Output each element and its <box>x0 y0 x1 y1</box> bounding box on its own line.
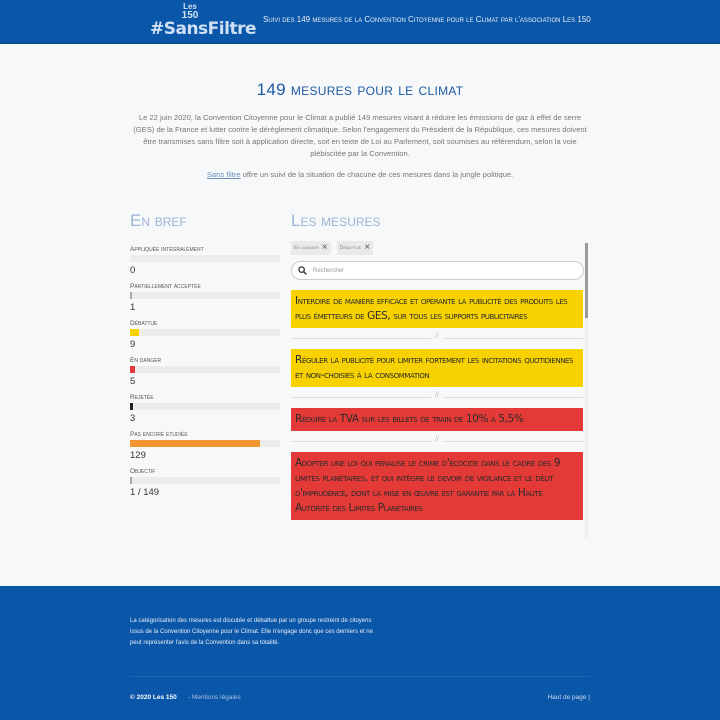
stat-label: Objectif <box>130 468 156 475</box>
stat-item <box>130 320 280 357</box>
logo-line: 150 <box>181 10 199 21</box>
tagline: Suivi des 149 mesures de la Convention Citoyenne pour le Climat par l'association Les 150 <box>263 15 591 24</box>
stat-label: Appliquée intégralement <box>130 246 204 253</box>
measure-item[interactable]: Adopter une loi qui pénalise le crime d'écocide dans le cadre des 9 limites planétaires, et qui intègre le devoir de vigilance et le délit d'imprudence, dont la mise en œuvre est garantie par la Haute Autorité des Limites Planétaires <box>291 452 583 520</box>
intro-line <box>128 170 592 179</box>
stat-item <box>130 468 280 505</box>
stat-label: Débattue <box>130 320 158 327</box>
search-icon <box>298 266 307 275</box>
measures-title: Les mesures <box>291 211 381 230</box>
stat-value: 129 <box>130 450 146 461</box>
scrollbar[interactable] <box>585 243 588 538</box>
filter-chip[interactable] <box>337 241 374 255</box>
stat-bar-fill <box>130 329 139 336</box>
measures-list <box>291 290 590 520</box>
stat-value: 9 <box>130 339 136 350</box>
stat-bar <box>130 292 280 299</box>
stat-value: 1 / 149 <box>130 487 160 498</box>
legal-link[interactable]: - Mentions légales <box>188 694 241 701</box>
stats-list <box>130 246 280 505</box>
stat-item <box>130 357 280 394</box>
measure-item[interactable]: Réduire la TVA sur les billets de train de 10% à 5,5% <box>291 408 583 431</box>
stat-bar <box>130 329 280 336</box>
intro-text: Le 22 juin 2020, la Convention Citoyenne pour le Climat a publié 149 mesures visant à réduire les émissions de gaz à effet de serre (GES) de la France et lutter contre le dérèglement climatique. Selon l'engagement du Président de la République, ces mesures doivent être transmises sans filtre soit à application directe, soit en texte de Loi au Parlement, soit soumises au référendum, selon la voie plébiscitée par la Convention. <box>133 113 587 158</box>
stat-label: En danger <box>130 357 162 364</box>
separator-mark: // <box>431 392 443 399</box>
header <box>0 0 720 44</box>
stat-item <box>130 431 280 468</box>
stat-bar <box>130 366 280 373</box>
stat-value: 1 <box>130 302 136 313</box>
separator-mark: // <box>431 333 443 340</box>
filter-chips <box>291 240 590 256</box>
stat-value: 5 <box>130 376 136 387</box>
stat-value: 0 <box>130 265 136 276</box>
search-input[interactable] <box>291 261 584 280</box>
summary-title: En bref <box>130 211 187 230</box>
footer <box>0 586 720 720</box>
stat-bar-fill <box>130 477 132 484</box>
stat-bar <box>130 403 280 410</box>
filter-chip-label: Débattue <box>339 245 362 251</box>
stat-bar-fill <box>130 440 260 447</box>
stat-item <box>130 246 280 283</box>
filter-chip[interactable] <box>291 241 331 255</box>
stat-bar-fill <box>130 366 135 373</box>
divider <box>130 676 590 677</box>
stat-item <box>130 394 280 431</box>
stat-bar <box>130 477 280 484</box>
measure-item[interactable]: Interdire de manière efficace et opérante la publicité des produits les plus émetteurs de GES, sur tous les supports publicitaires <box>291 290 583 328</box>
stat-label: Pas encore étudiée <box>130 431 188 438</box>
separator <box>291 436 583 443</box>
stat-bar <box>130 255 280 262</box>
search-placeholder: Rechercher <box>313 267 345 274</box>
intro-rest: offre un suivi de la situation de chacune de ces mesures dans la jungle politique. <box>240 170 514 179</box>
stat-bar <box>130 440 280 447</box>
sans-filtre-link[interactable]: Sans filtre <box>206 170 241 179</box>
logo-line: Les <box>183 2 197 11</box>
page-title: 149 mesures pour le climat <box>256 80 464 99</box>
logo[interactable] <box>150 2 256 39</box>
logo-line: #SansFiltre <box>150 19 256 39</box>
scrollbar-thumb[interactable] <box>585 243 588 318</box>
close-icon[interactable]: × <box>364 242 371 253</box>
measure-item[interactable]: Réguler la publicité pour limiter fortement les incitations quotidiennes et non-choisies à la consommation <box>291 349 583 387</box>
stat-item <box>130 283 280 320</box>
separator <box>291 333 583 340</box>
separator <box>291 392 583 399</box>
stat-value: 3 <box>130 413 136 424</box>
separator-mark: // <box>431 436 443 443</box>
close-icon[interactable]: × <box>321 242 328 253</box>
stat-label: Rejetée <box>130 394 154 401</box>
copyright: © 2020 Les 150 <box>130 694 177 701</box>
measures-panel <box>291 240 590 540</box>
footer-note: La catégorisation des mesures est discutée et débattue par un groupe restreint de citoyens issus de la Convention Citoyenne pour le Climat. Elle n'engage donc que ces derniers et ne peut représenter l'avis de la Convention dans sa totalité. <box>130 618 373 646</box>
back-to-top-link[interactable]: Haut de page | <box>547 694 590 701</box>
stat-bar-fill <box>130 292 132 299</box>
stat-label: Partiellement acceptée <box>130 283 201 290</box>
stat-bar-fill <box>130 403 133 410</box>
filter-chip-label: En danger <box>294 245 319 251</box>
